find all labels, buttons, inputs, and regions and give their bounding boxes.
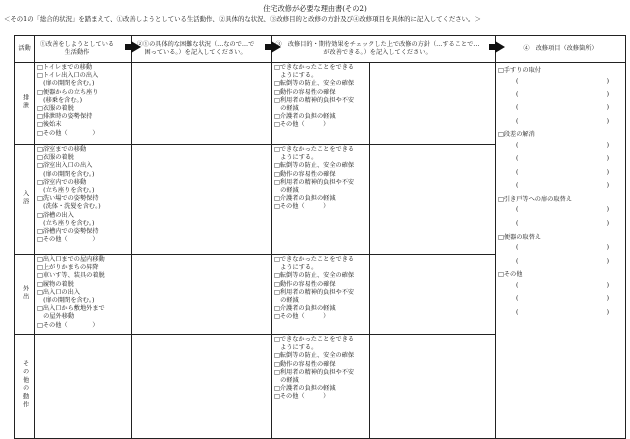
renovation-section (498, 67, 623, 128)
activity-cell-other[interactable] (35, 335, 132, 439)
paren-close: ) (606, 257, 609, 265)
activity-item[interactable]: □その他（ ） (37, 236, 99, 244)
purpose-item[interactable]: □その他（ ） (274, 313, 330, 321)
renovation-location-field[interactable] (498, 306, 623, 319)
situation-cell-outing[interactable] (132, 255, 272, 335)
paren-open: ( (516, 142, 519, 150)
renovation-item-label[interactable]: □引き戸等への扉の取替え (498, 195, 572, 203)
purpose-item[interactable]: □利用者の精神的負担や不安 (274, 96, 355, 104)
renovation-location-field[interactable] (498, 140, 623, 153)
renovation-location-field[interactable] (498, 255, 623, 268)
purpose-item[interactable]: □動作の容易性の確保 (274, 88, 336, 96)
activity-item[interactable]: □浴槽の出入 (37, 211, 74, 219)
activity-item[interactable]: □出入口から敷地外まで (37, 305, 105, 313)
header-col3-label: ③ 改修目的・期待効果をチェックした上で改修の方針（…することで…が改善できる。）を記入してください。 (275, 40, 480, 56)
activity-item[interactable]: □洗い場での姿勢保持 (37, 195, 99, 203)
purpose-item[interactable]: の軽減 (274, 376, 299, 384)
purpose-item[interactable]: □利用者の精神的負担や不安 (274, 368, 355, 376)
paren-open: ( (516, 282, 519, 290)
instruction-text: ＜その1の「総合的状況」を踏まえて、①改善しようとしている生活動作、②具体的な状況、③改修目的と改修の方針及び④改修項目を具体的に記入してください。＞ (4, 15, 481, 23)
category-bathing: 入浴 (15, 145, 35, 255)
paren-close: ) (606, 308, 609, 316)
paren-open: ( (516, 155, 519, 163)
renovation-location-field[interactable] (498, 166, 623, 179)
activity-item[interactable]: □排泄時の姿勢保持 (37, 113, 93, 121)
purpose-item[interactable]: ようにする。 (274, 72, 318, 80)
purpose-item[interactable]: □その他（ ） (274, 393, 330, 401)
activity-item[interactable]: (移乗を含む。) (37, 96, 83, 104)
paren-open: ( (516, 104, 519, 112)
activity-item[interactable]: (扉の開閉を含む。) (37, 170, 95, 178)
header-row (15, 36, 626, 63)
renovation-location-field[interactable] (498, 280, 623, 293)
purpose-checklist-excretion (272, 63, 370, 145)
activity-item[interactable]: □衣服の着脱 (37, 104, 74, 112)
purpose-item[interactable]: □利用者の精神的負担や不安 (274, 178, 355, 186)
activity-item[interactable]: □トイレ出入口の出入 (37, 72, 99, 80)
purpose-item[interactable]: の軽減 (274, 296, 299, 304)
activity-item[interactable]: の屋外移動 (37, 313, 75, 321)
renovation-section (498, 271, 623, 319)
policy-cell-excretion[interactable] (370, 63, 496, 145)
paren-open: ( (516, 117, 519, 125)
renovation-location-field[interactable] (498, 75, 623, 88)
purpose-checklist-bathing (272, 145, 370, 255)
activity-item[interactable]: □後始末 (37, 121, 62, 129)
header-col4: ④ 改修項目（改修箇所） (496, 36, 626, 63)
renovation-location-field[interactable] (498, 115, 623, 128)
situation-cell-excretion[interactable] (132, 63, 272, 145)
paren-close: ) (606, 206, 609, 214)
renovation-section (498, 196, 623, 231)
paren-close: ) (606, 104, 609, 112)
activity-item[interactable]: □履物の着脱 (37, 280, 74, 288)
renovation-item-label[interactable]: □便器の取替え (498, 233, 541, 241)
arrow-icon-2 (271, 41, 281, 53)
renovation-item-label[interactable]: □手すりの取付 (498, 67, 541, 74)
activity-item[interactable]: □上がりかまちの昇降 (37, 264, 99, 272)
activity-item[interactable]: □その他（ ） (37, 321, 99, 329)
purpose-item[interactable]: □できなかったことをできる (274, 146, 355, 153)
arrow-icon-3 (495, 41, 505, 53)
purpose-item[interactable]: □動作の容易性の確保 (274, 360, 336, 368)
activity-list-excretion (35, 63, 132, 145)
purpose-checklist-outing (272, 255, 370, 335)
category-excretion: 排泄 (15, 63, 35, 145)
renovation-location-field[interactable] (498, 102, 623, 115)
activity-item[interactable]: □浴室出入口の出入 (37, 162, 93, 170)
paren-close: ) (606, 155, 609, 163)
renovation-item-label[interactable]: □その他 (498, 271, 523, 279)
header-col3 (272, 36, 496, 63)
paren-open: ( (516, 219, 519, 227)
category-other: その他の動作 (15, 335, 35, 439)
header-col2 (132, 36, 272, 63)
paren-close: ) (606, 117, 609, 125)
renovation-section (498, 234, 623, 269)
purpose-item[interactable]: □介護者の負担の軽減 (274, 305, 336, 313)
purpose-item[interactable]: ようにする。 (274, 264, 318, 272)
activity-item[interactable]: □浴室までの移動 (37, 146, 87, 153)
renovation-location-field[interactable] (498, 88, 623, 101)
renovation-location-field[interactable] (498, 179, 623, 192)
activity-item[interactable]: □トイレまでの移動 (37, 64, 93, 71)
activity-item[interactable]: □その他（ ） (37, 129, 99, 137)
purpose-item[interactable]: □その他（ ） (274, 203, 330, 211)
purpose-item[interactable]: ようにする。 (274, 154, 318, 162)
paren-open: ( (516, 168, 519, 176)
renovation-items (496, 63, 626, 439)
header-col1-label: ①改善をしようとしている生活動作 (39, 40, 115, 56)
paren-close: ) (606, 219, 609, 227)
purpose-item[interactable]: □動作の容易性の確保 (274, 170, 336, 178)
purpose-checklist-other (272, 335, 370, 439)
activity-item[interactable]: □浴室内での移動 (37, 178, 87, 186)
paren-open: ( (516, 244, 519, 252)
renovation-location-field[interactable] (498, 242, 623, 255)
header-col2-label: ②①の具体的な困難な状況（…なので…で困っている。）を記入してください。 (136, 40, 255, 56)
page-title: 住宅改修が必要な理由書(その2) (263, 4, 367, 13)
purpose-item[interactable]: □介護者の負担の軽減 (274, 113, 336, 121)
purpose-item[interactable]: ようにする。 (274, 344, 318, 352)
activity-item[interactable]: □便器からの立ち座り (37, 88, 99, 96)
renovation-item-label[interactable]: □段差の解消 (498, 131, 535, 139)
activity-item[interactable]: (立ち座りを含む。) (37, 186, 95, 194)
activity-list-outing (35, 255, 132, 335)
paren-close: ) (606, 142, 609, 150)
paren-open: ( (516, 308, 519, 316)
activity-item[interactable]: (洗体・洗髪を含む。) (37, 203, 101, 211)
renovation-section (498, 131, 623, 192)
purpose-item[interactable]: □動作の容易性の確保 (274, 280, 336, 288)
header-activity: 活動 (15, 36, 35, 63)
reason-table (14, 35, 626, 439)
row-excretion (15, 63, 626, 145)
purpose-item[interactable]: □介護者の負担の軽減 (274, 385, 336, 393)
purpose-item[interactable]: □その他（ ） (274, 121, 330, 129)
paren-open: ( (516, 295, 519, 303)
arrow-icon-1 (131, 41, 141, 53)
activity-item[interactable]: □出入口までの屋内移動 (37, 256, 105, 263)
activity-item[interactable]: □車いす等、装具の着脱 (37, 272, 105, 280)
situation-cell-bathing[interactable] (132, 145, 272, 255)
purpose-item[interactable]: の軽減 (274, 186, 299, 194)
purpose-item[interactable]: □転倒等の防止、安全の確保 (274, 352, 355, 360)
renovation-location-field[interactable] (498, 204, 623, 217)
policy-cell-outing[interactable] (370, 255, 496, 335)
policy-cell-other[interactable] (370, 335, 496, 439)
activity-list-bathing (35, 145, 132, 255)
paren-open: ( (516, 206, 519, 214)
paren-close: ) (606, 282, 609, 290)
purpose-item[interactable]: □介護者の負担の軽減 (274, 195, 336, 203)
paren-close: ) (606, 295, 609, 303)
activity-item[interactable]: □浴槽内での姿勢保持 (37, 227, 99, 235)
paren-close: ) (606, 244, 609, 252)
category-outing: 外出 (15, 255, 35, 335)
renovation-location-field[interactable] (498, 153, 623, 166)
renovation-location-field[interactable] (498, 217, 623, 230)
purpose-item[interactable]: □転倒等の防止、安全の確保 (274, 162, 355, 170)
situation-cell-other[interactable] (132, 335, 272, 439)
activity-item[interactable]: (扉の開閉を含む。) (37, 80, 95, 88)
paren-open: ( (516, 257, 519, 265)
paren-open: ( (516, 182, 519, 189)
policy-cell-bathing[interactable] (370, 145, 496, 255)
purpose-item[interactable]: の軽減 (274, 104, 299, 112)
header-col1 (35, 36, 132, 63)
purpose-item[interactable]: □転倒等の防止、安全の確保 (274, 272, 355, 280)
paren-close: ) (606, 168, 609, 176)
paren-close: ) (606, 182, 609, 189)
renovation-location-field[interactable] (498, 293, 623, 306)
purpose-item[interactable]: □できなかったことをできる (274, 64, 355, 71)
paren-close: ) (606, 77, 609, 85)
purpose-item[interactable]: □転倒等の防止、安全の確保 (274, 80, 355, 88)
purpose-item[interactable]: □利用者の精神的負担や不安 (274, 288, 355, 296)
activity-item[interactable]: (立ち座りを含む。) (37, 219, 95, 227)
paren-open: ( (516, 77, 519, 85)
purpose-item[interactable]: □できなかったことをできる (274, 256, 355, 263)
activity-item[interactable]: □出入口の出入 (37, 288, 80, 296)
activity-item[interactable]: □衣服の着脱 (37, 154, 74, 162)
purpose-item[interactable]: □できなかったことをできる (274, 336, 355, 343)
activity-item[interactable]: (扉の開閉を含む。) (37, 296, 95, 304)
paren-open: ( (516, 91, 519, 99)
paren-close: ) (606, 91, 609, 99)
